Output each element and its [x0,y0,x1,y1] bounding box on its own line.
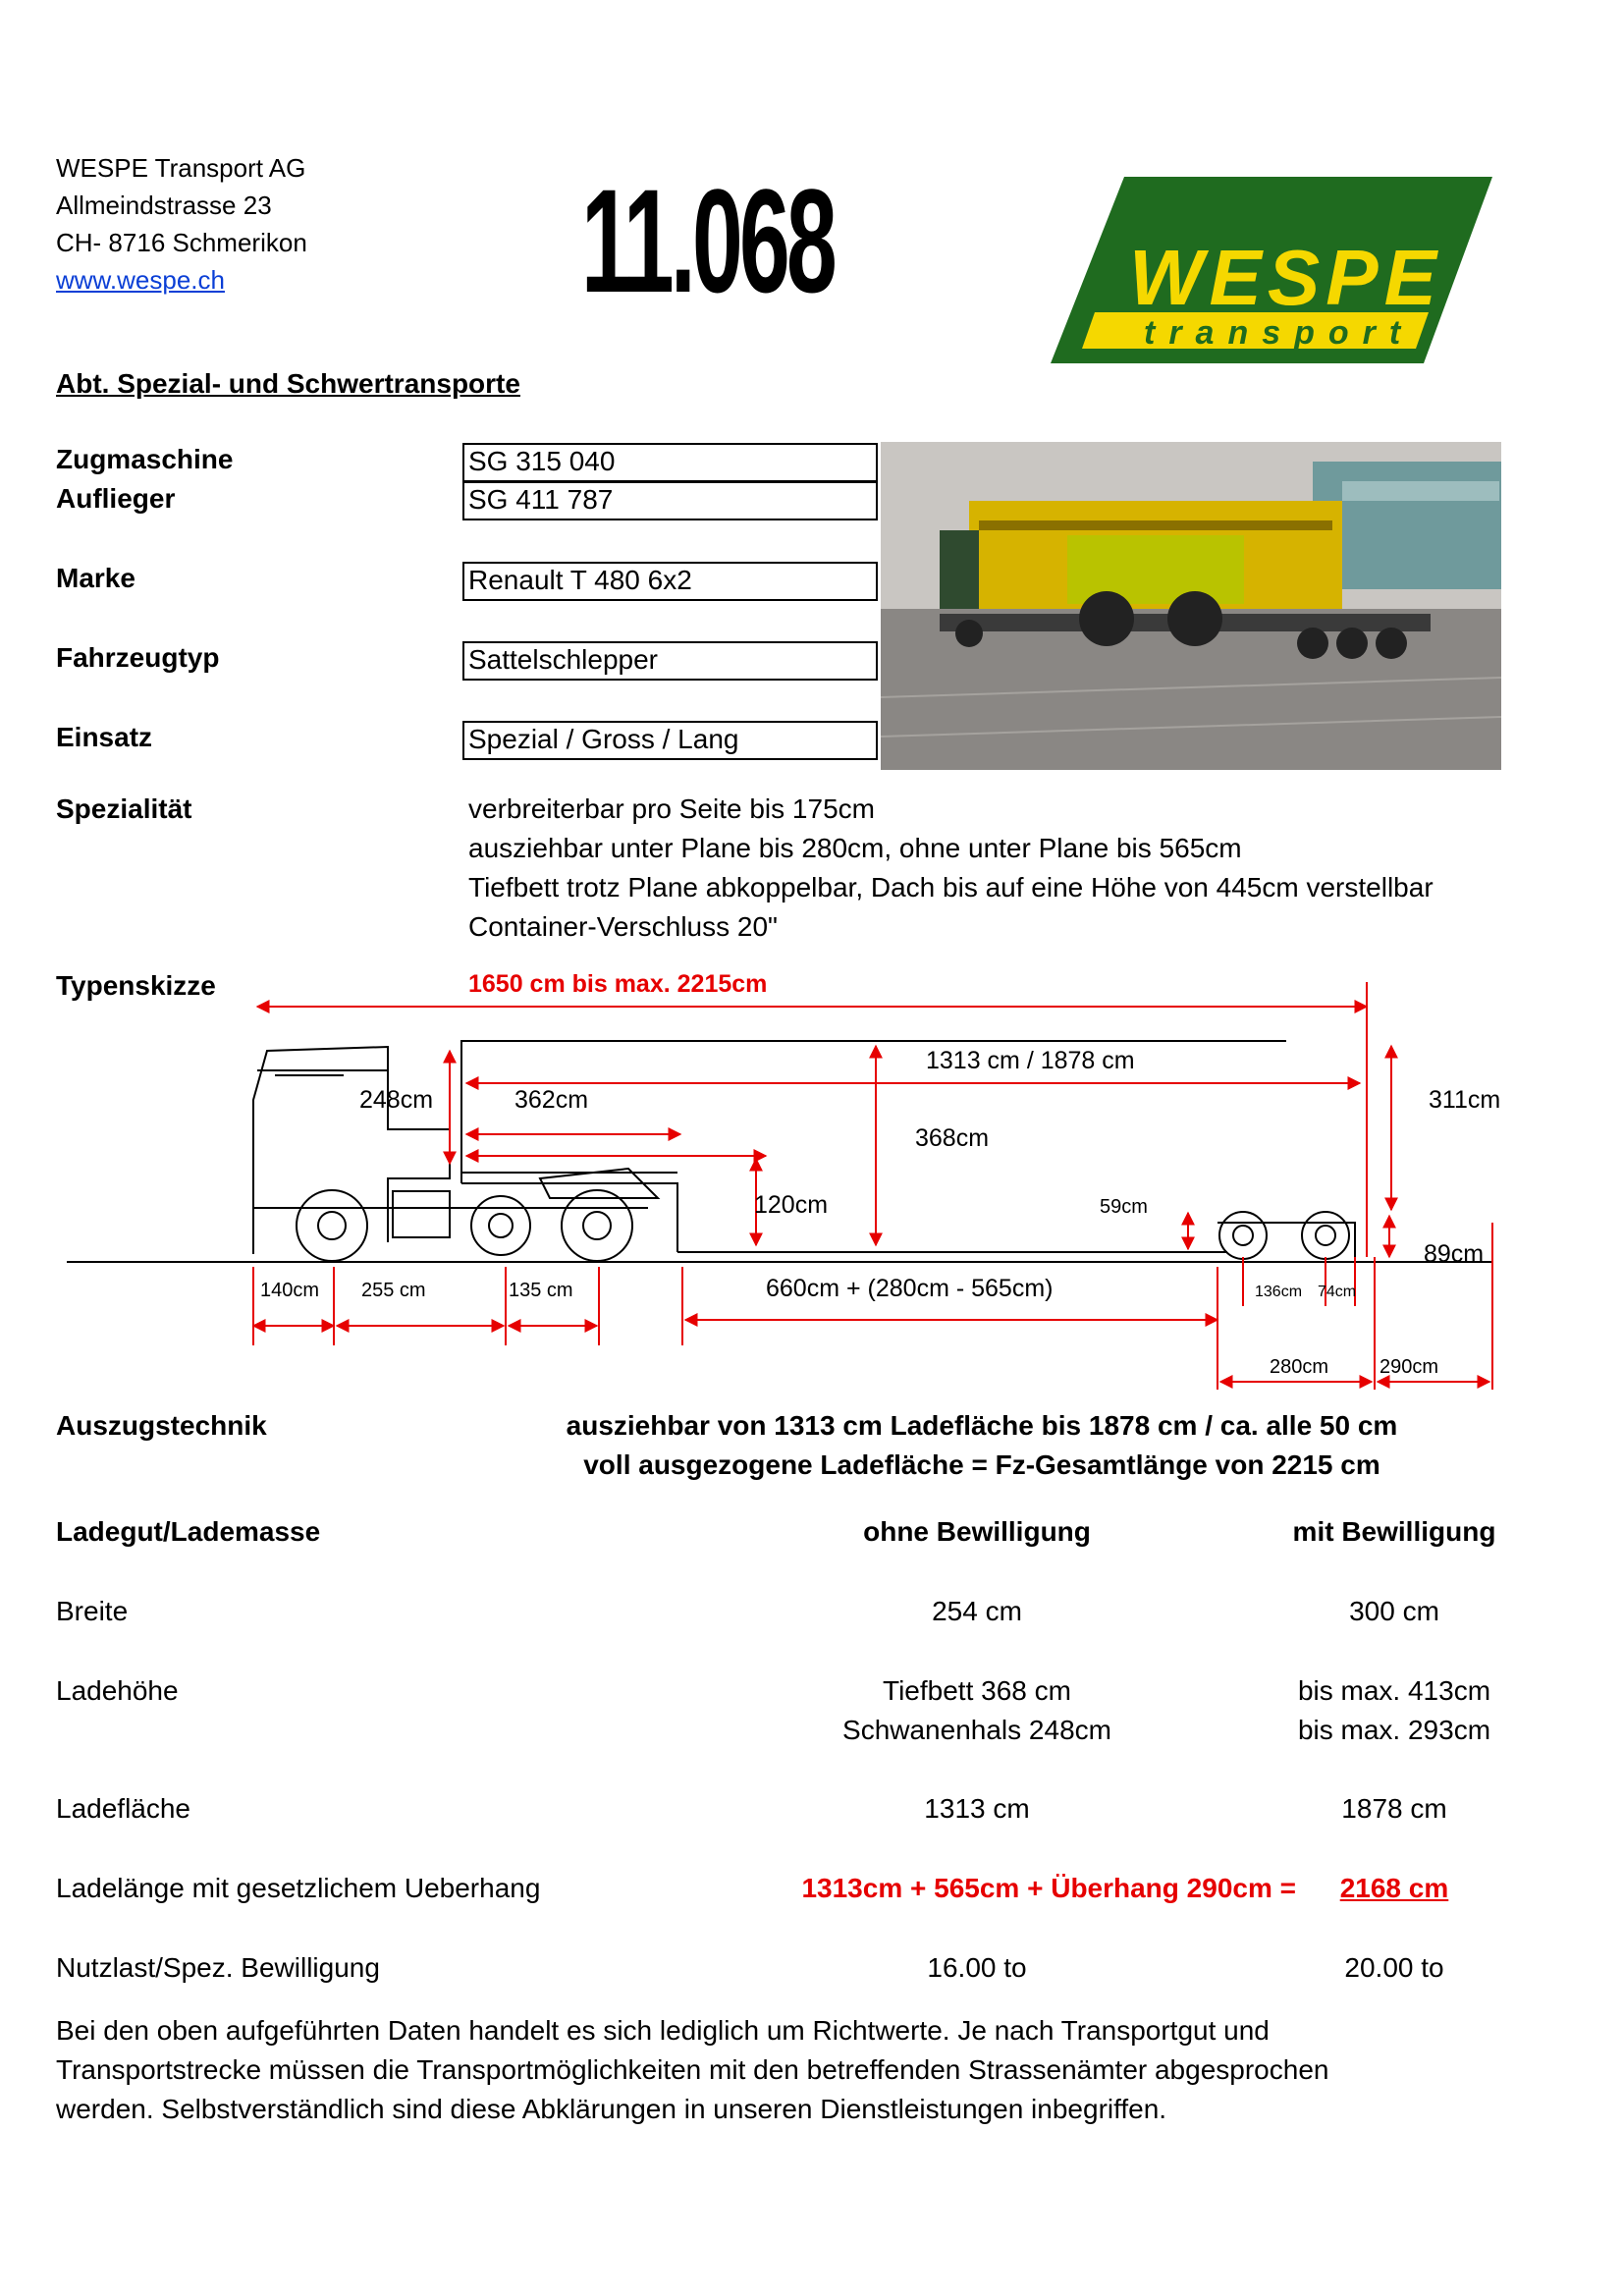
neck-height-label: 248cm [359,1086,434,1114]
extension-line2: voll ausgezogene Ladefläche = Fz-Gesamtlänge von 2215 cm [583,1449,1380,1480]
row-height-label: Ladehöhe [56,1675,179,1706]
sketch-label: Typenskizze [56,970,216,1001]
speciality-line: Tiefbett trotz Plane abkoppelbar, Dach bis auf eine Höhe von 445cm verstellbar [468,872,1434,902]
row-area-label: Ladefläche [56,1793,191,1824]
neck-length-label: 362cm [514,1086,589,1114]
tractor-value: SG 315 040 [462,443,878,482]
department-heading: Abt. Spezial- und Schwertransporte [56,368,520,399]
row-length-label: Ladelänge mit gesetzlichem Ueberhang [56,1873,541,1903]
row-width-label: Breite [56,1596,129,1626]
total-height-label: 311cm [1429,1086,1501,1114]
dimension-lines [253,982,1492,1390]
tractor-label: Zugmaschine [56,444,234,474]
row-payload-v2: 20.00 to [1344,1952,1444,1983]
total-length-label: 1650 cm bis max. 2215cm [468,970,768,998]
type-label: Fahrzeugtyp [56,642,220,673]
height-120-label: 120cm [754,1191,829,1219]
deck-height-label: 368cm [915,1124,990,1152]
trailer-value: SG 411 787 [462,481,878,520]
dist-136-label: 136cm [1255,1284,1303,1300]
dist-280-label: 280cm [1270,1356,1329,1378]
use-value: Spezial / Gross / Lang [462,721,878,760]
brand-label: Marke [56,563,135,593]
type-value: Sattelschlepper [462,641,878,681]
trailer-label: Auflieger [56,483,176,514]
row-area-v1: 1313 cm [924,1793,1030,1824]
logo-word: WESPE [1129,234,1442,321]
load-length-label: 1313 cm / 1878 cm [926,1047,1135,1074]
dist-255-label: 255 cm [361,1280,426,1301]
height-89-label: 89cm [1424,1240,1485,1268]
disclaimer-line: Bei den oben aufgeführten Daten handelt es sich lediglich um Richtwerte. Je nach Transportgut und [56,2015,1270,2046]
speciality-line: ausziehbar unter Plane bis 280cm, ohne unter Plane bis 565cm [468,833,1242,863]
dist-135-label: 135 cm [509,1280,573,1301]
dist-140-label: 140cm [260,1280,320,1301]
company-city: CH- 8716 Schmerikon [56,228,307,257]
wespe-logo [1051,177,1492,363]
extension-label: Auszugstechnik [56,1410,267,1441]
speciality-lines [468,790,1434,947]
row-width-v1: 254 cm [932,1596,1022,1626]
col-with-permit: mit Bewilligung [1292,1516,1496,1547]
disclaimer [56,2011,1328,2129]
extension-line1: ausziehbar von 1313 cm Ladefläche bis 1878 cm / ca. alle 50 cm [566,1410,1398,1441]
company-name: WESPE Transport AG [56,153,306,183]
dimension-labels [260,970,1500,1378]
row-height-v2: bis max. 413cm [1297,1675,1491,1706]
row-payload-v1: 16.00 to [927,1952,1027,1983]
truck-outline [67,1041,1492,1262]
speciality-line: verbreiterbar pro Seite bis 175cm [468,793,875,824]
row-area-v2: 1878 cm [1341,1793,1447,1824]
col-without-permit: ohne Bewilligung [863,1516,1091,1547]
height-59-label: 59cm [1100,1196,1148,1218]
row-height-v2b: bis max. 293cm [1297,1715,1491,1745]
speciality-line: Container-Verschluss 20" [468,911,778,942]
vehicle-sketch [0,962,1623,1404]
document-number: 11.068 [581,158,834,323]
row-payload-label: Nutzlast/Spez. Bewilligung [56,1952,380,1983]
disclaimer-line: Transportstrecke müssen die Transportmöglichkeiten mit den betreffenden Strassenämter abgesprochen [56,2054,1329,2085]
truck-photo [881,442,1501,770]
use-label: Einsatz [56,722,153,752]
row-height-v1b: Schwanenhals 248cm [842,1715,1111,1745]
dist-290-label: 290cm [1380,1356,1439,1378]
company-street: Allmeindstrasse 23 [56,191,272,220]
row-width-v2: 300 cm [1349,1596,1439,1626]
row-length-v1: 1313cm + 565cm + Überhang 290cm = [801,1873,1296,1903]
row-length-v2: 2168 cm [1339,1873,1449,1903]
dist-74-label: 74cm [1318,1284,1357,1300]
company-website-link[interactable]: www.wespe.ch [56,265,225,295]
load-table-label: Ladegut/Lademasse [56,1516,321,1547]
disclaimer-line: werden. Selbstverständlich sind diese Abklärungen in unseren Dienstleistungen inbegriffen. [56,2094,1167,2124]
company-address [56,149,307,299]
row-height-v1: Tiefbett 368 cm [883,1675,1071,1706]
speciality-label: Spezialität [56,793,192,824]
logo-subword: transport [1144,314,1415,352]
dist-660-label: 660cm + (280cm - 565cm) [766,1275,1054,1302]
brand-value: Renault T 480 6x2 [462,562,878,601]
